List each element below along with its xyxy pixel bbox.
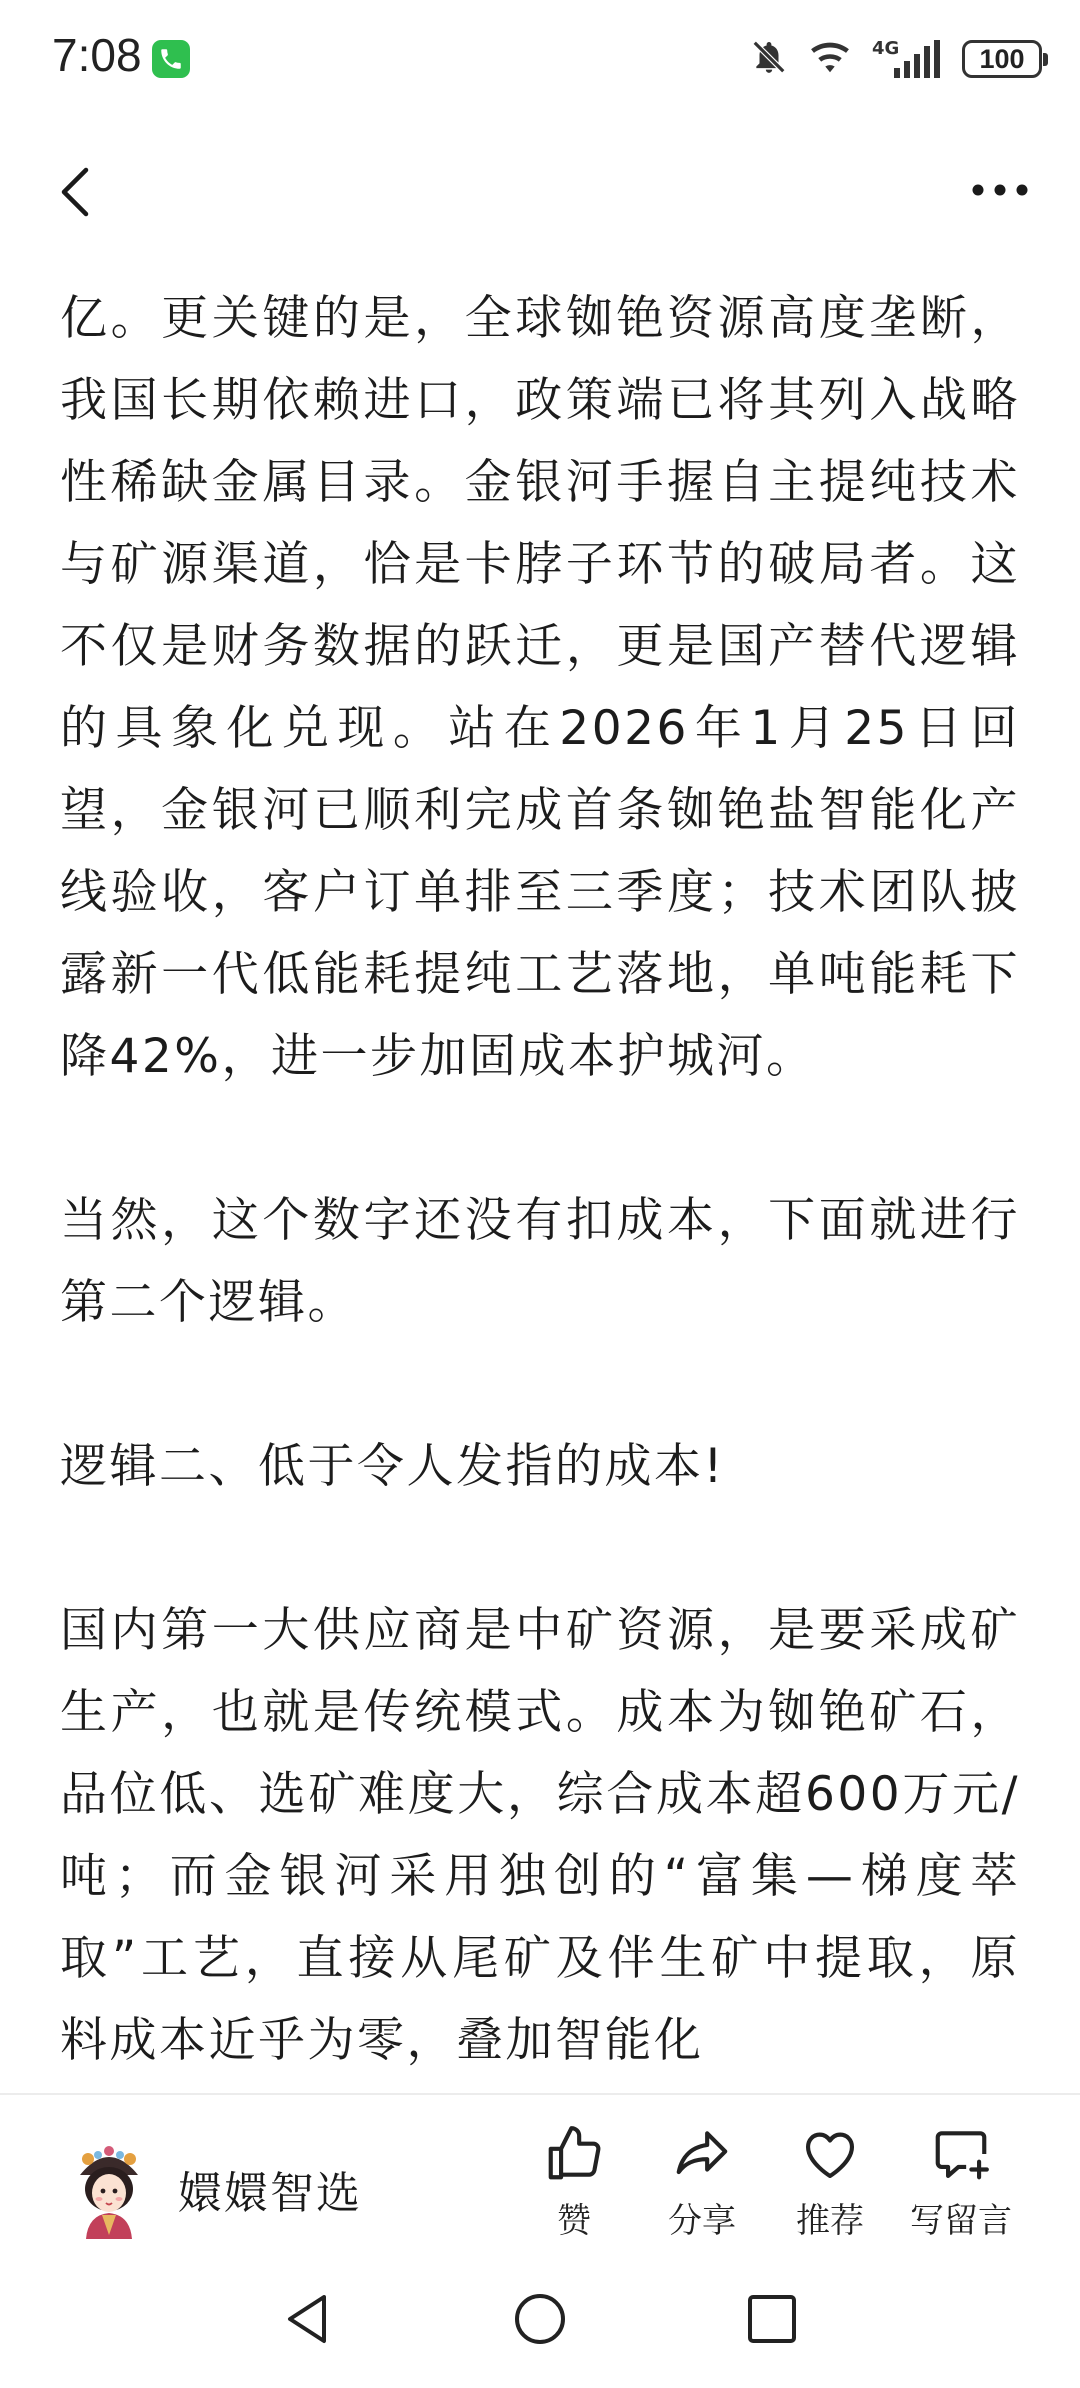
recommend-button[interactable] [770, 2123, 890, 2242]
article-action-bar [0, 2093, 1080, 2263]
system-navigation-bar [0, 2263, 1080, 2388]
signal-icon [872, 38, 942, 80]
nav-recents-icon[interactable] [744, 2291, 800, 2351]
status-bar [0, 0, 1080, 115]
like-label: 赞 [557, 2201, 591, 2241]
mute-icon [750, 37, 788, 81]
article-paragraph-4: 国内第一大供应商是中矿资源，是要采成矿生产，也就是传统模式。成本为铷铯矿石，品位低、选矿难度大，综合成本超600万元/吨；而金银河采用独创的“富集—梯度萃取”工艺，直接从尾矿及伴生矿中提取，原料成本近乎为零，叠加智能化 [60, 1603, 1020, 2068]
article-paragraph-2: 当然，这个数字还没有扣成本，下面就进行第二个逻辑。 [60, 1193, 1020, 1330]
comment-button[interactable] [902, 2123, 1020, 2242]
article-paragraph-3: 逻辑二、低于令人发指的成本! [60, 1439, 725, 1494]
status-time: 7:08 [52, 29, 142, 81]
status-icons [750, 34, 1042, 84]
comment-icon [930, 2123, 992, 2185]
article-paragraph-1: 亿。更关键的是，全球铷铯资源高度垄断，我国长期依赖进口，政策端已将其列入战略性稀缺金属目录。金银河手握自主提纯技术与矿源渠道，恰是卡脖子环节的破局者。这不仅是财务数据的跃迁，更是国产替代逻辑的具象化兑现。站在2026年1月25日回望，金银河已顺利完成首条铷铯盐智能化产线验收，客户订单排至三季度；技术团队披露新一代低能耗提纯工艺落地，单吨能耗下降42%，进一步加固成本护城河。 [60, 291, 1020, 1084]
thumbs-up-icon [543, 2123, 605, 2185]
wifi-icon [808, 39, 852, 79]
comment-label: 写留言 [910, 2201, 1012, 2241]
article-body[interactable] [60, 278, 1020, 2093]
more-icon[interactable] [968, 170, 1032, 210]
top-nav [0, 140, 1080, 240]
share-label: 分享 [668, 2201, 736, 2241]
call-icon [152, 40, 190, 78]
share-icon [671, 2123, 733, 2185]
share-button[interactable] [642, 2123, 762, 2242]
nav-back-icon[interactable] [280, 2291, 336, 2351]
back-icon[interactable] [52, 162, 102, 222]
account-name[interactable]: 嬛嬛智选 [178, 2168, 362, 2219]
battery-icon: 100 [962, 40, 1042, 78]
network-type: 4G [872, 38, 900, 59]
heart-icon [799, 2123, 861, 2185]
nav-home-icon[interactable] [512, 2291, 568, 2351]
account-avatar[interactable] [68, 2145, 150, 2239]
like-button[interactable] [514, 2123, 634, 2242]
recommend-label: 推荐 [796, 2201, 864, 2241]
